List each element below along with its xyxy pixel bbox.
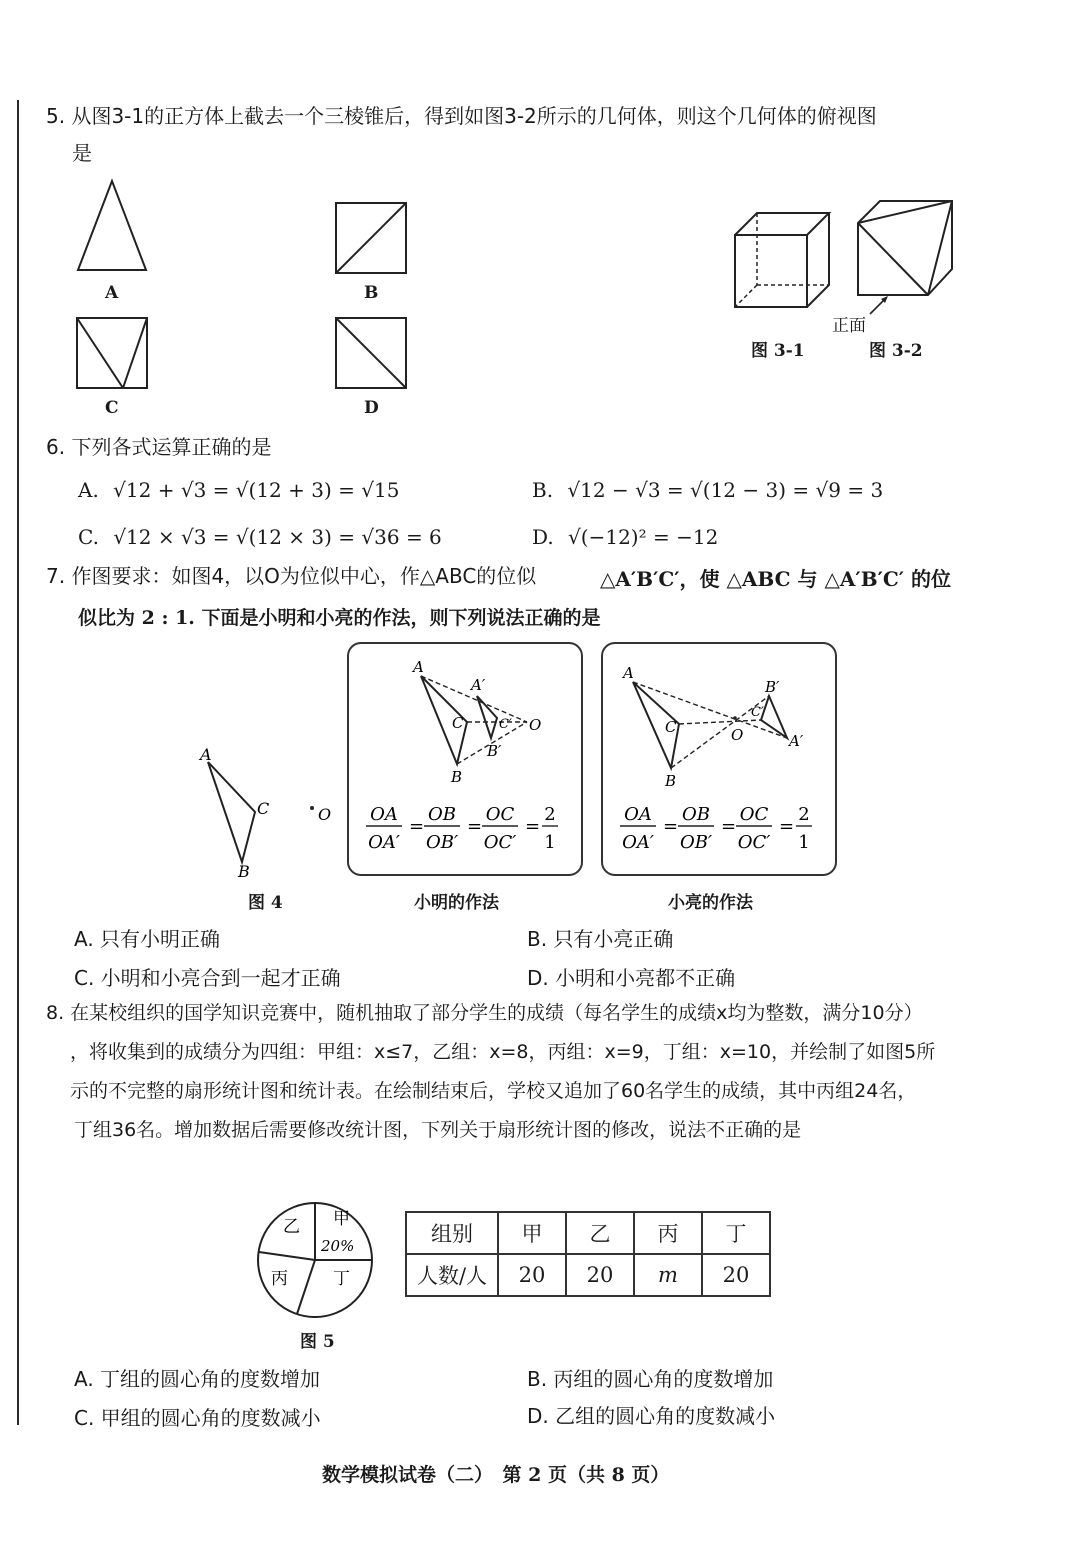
figure-3-2-caption: 图 3-2 <box>869 341 923 361</box>
q6-option-b-letter: B. <box>532 478 554 502</box>
xl-ratio-den4: 1 <box>798 832 810 853</box>
q8-stem-line1: 8. 在某校组织的国学知识竞赛中，随机抽取了部分学生的成绩（每名学生的成绩x均为整数，满分10分） <box>46 1002 923 1024</box>
q5-option-b-figure <box>330 197 414 281</box>
front-label: 正面 <box>832 316 866 336</box>
svg-text:=: = <box>467 816 483 837</box>
q7-option-b: B. 只有小亮正确 <box>527 927 674 951</box>
xm-label-a2: A′ <box>471 676 486 694</box>
xiaoming-ratio <box>362 798 572 858</box>
fig4-point-o <box>310 806 314 810</box>
fig4-label-c: C <box>257 799 270 818</box>
q6-option-b-expr: √12 − √3 = √(12 − 3) = √9 = 3 <box>567 478 884 502</box>
q7-stem-line2: 似比为 2 : 1. 下面是小明和小亮的作法，则下列说法正确的是 <box>78 607 601 629</box>
xiaoliang-caption: 小亮的作法 <box>668 893 753 913</box>
fig4-label-a: A <box>200 745 212 764</box>
q6-option-a-letter: A. <box>78 478 99 502</box>
svg-text:=: = <box>663 816 679 837</box>
xm-label-b: B <box>451 768 463 786</box>
xl-ratio-num1: OA <box>624 804 652 825</box>
table-header-cell: 丁 <box>702 1212 770 1254</box>
q6-option-b <box>532 478 883 502</box>
xm-ratio-num1: OA <box>370 804 398 825</box>
xm-ratio-den2: OB′ <box>425 832 459 853</box>
table-header-cell: 丙 <box>634 1212 702 1254</box>
pie-label-jia: 甲 <box>333 1209 350 1229</box>
q5-option-d-label: D <box>364 398 379 418</box>
table-cell: 20 <box>702 1254 770 1296</box>
q8-option-a: A. 丁组的圆心角的度数增加 <box>74 1367 321 1391</box>
q7-stem-line1-b: △A′B′C′，使 △ABC 与 △A′B′C′ 的位 <box>600 567 952 591</box>
xm-ratio-num3: OC <box>485 804 515 825</box>
xl-label-b: B <box>665 772 677 790</box>
table-header-cell: 甲 <box>498 1212 566 1254</box>
fig4-label-b: B <box>238 862 250 880</box>
q5-option-a-figure <box>70 175 160 275</box>
xm-ratio-num2: OB <box>428 804 456 825</box>
q8-stem-line2: ，将收集到的成绩分为四组：甲组：x≤7，乙组：x=8，丙组：x=9，丁组：x=10，并绘制了如图5所 <box>70 1041 936 1063</box>
q6-option-d-expr: √(−12)² = −12 <box>568 525 719 549</box>
table-cell: 人数/人 <box>406 1254 498 1296</box>
table-header-cell: 组别 <box>406 1212 498 1254</box>
pie-label-bing: 丙 <box>271 1269 288 1289</box>
xl-label-b2: B′ <box>765 678 780 696</box>
xiaoming-figure <box>349 644 577 794</box>
xm-label-c2: C′ <box>499 717 512 732</box>
xiaoming-caption: 小明的作法 <box>414 893 499 913</box>
q8-option-b: B. 丙组的圆心角的度数增加 <box>527 1367 774 1391</box>
table-row <box>406 1212 770 1254</box>
q7-option-c: C. 小明和小亮合到一起才正确 <box>74 966 341 990</box>
xm-label-o: O <box>529 716 542 734</box>
xm-label-a: A <box>413 658 424 676</box>
table-cell: 20 <box>566 1254 634 1296</box>
xl-ratio-num4: 2 <box>798 804 810 825</box>
xl-label-a2: A′ <box>789 732 804 750</box>
figure-5-pie <box>255 1200 375 1320</box>
q6-option-a <box>78 478 399 502</box>
q5-stem-line2: 是 <box>72 141 92 165</box>
svg-text:=: = <box>779 816 795 837</box>
xm-label-c: C <box>452 714 464 732</box>
pie-label-jia-pct: 20% <box>321 1237 355 1255</box>
xiaoliang-figure <box>603 644 831 794</box>
q5-option-d-figure <box>330 312 414 396</box>
q6-option-c <box>78 525 442 549</box>
svg-text:=: = <box>525 816 541 837</box>
q6-option-d-letter: D. <box>532 525 554 549</box>
xl-ratio-num3: OC <box>739 804 769 825</box>
q5-stem-line1: 5. 从图3-1的正方体上截去一个三棱锥后，得到如图3-2所示的几何体，则这个几何体的俯视图 <box>46 104 877 128</box>
figure-3-2-solid <box>850 193 965 305</box>
xl-label-c: C <box>665 718 677 736</box>
xl-ratio-den1: OA′ <box>622 832 654 853</box>
table-row <box>406 1254 770 1296</box>
pie-label-ding: 丁 <box>333 1269 350 1289</box>
figure-4 <box>190 740 340 880</box>
figure-4-caption: 图 4 <box>248 893 283 913</box>
q8-option-c: C. 甲组的圆心角的度数减小 <box>74 1406 321 1430</box>
q8-stat-table <box>405 1211 771 1297</box>
xl-ratio-num2: OB <box>682 804 710 825</box>
q6-option-c-letter: C. <box>78 525 99 549</box>
q6-option-c-expr: √12 × √3 = √(12 × 3) = √36 = 6 <box>113 525 442 549</box>
q5-option-c-label: C <box>105 398 119 418</box>
xm-ratio-num4: 2 <box>544 804 556 825</box>
q5-option-b-label: B <box>364 283 379 303</box>
xl-label-c2: C′ <box>751 705 764 720</box>
figure-3-1-cube <box>725 205 840 315</box>
page-footer: 数学模拟试卷（二） 第 2 页（共 8 页） <box>322 1464 670 1486</box>
q7-stem-line1-a: 7. 作图要求：如图4，以O为位似中心，作△ABC的位似 <box>46 564 537 588</box>
fig4-label-o: O <box>318 805 332 824</box>
xl-ratio-den3: OC′ <box>737 832 771 853</box>
svg-text:=: = <box>721 816 737 837</box>
xm-ratio-den4: 1 <box>544 832 556 853</box>
q8-stem-line4: 丁组36名。增加数据后需要修改统计图，下列关于扇形统计图的修改，说法不正确的是 <box>74 1119 802 1141</box>
table-header-cell: 乙 <box>566 1212 634 1254</box>
figure-5-caption: 图 5 <box>300 1332 335 1352</box>
q7-option-d: D. 小明和小亮都不正确 <box>527 966 736 990</box>
pie-label-yi: 乙 <box>283 1217 300 1237</box>
q6-option-d <box>532 525 718 549</box>
q8-option-d: D. 乙组的圆心角的度数减小 <box>527 1404 776 1428</box>
xm-ratio-den1: OA′ <box>368 832 400 853</box>
q6-option-a-expr: √12 + √3 = √(12 + 3) = √15 <box>113 478 400 502</box>
xl-ratio-den2: OB′ <box>679 832 713 853</box>
q5-option-a-label: A <box>105 283 119 303</box>
xm-label-b2: B′ <box>487 742 502 760</box>
q8-stem-line3: 示的不完整的扇形统计图和统计表。在绘制结束后，学校又追加了60名学生的成绩，其中丙组24名， <box>70 1080 917 1102</box>
figure-3-1-caption: 图 3-1 <box>751 341 805 361</box>
table-cell: 20 <box>498 1254 566 1296</box>
page-margin-line <box>17 100 19 1425</box>
front-arrow-icon <box>868 294 892 316</box>
xl-label-o: O <box>731 726 744 744</box>
q7-option-a: A. 只有小明正确 <box>74 927 221 951</box>
q5-option-c-figure <box>71 312 155 396</box>
xiaoliang-ratio <box>616 798 826 858</box>
q6-stem: 6. 下列各式运算正确的是 <box>46 435 272 459</box>
table-cell: m <box>634 1254 702 1296</box>
xm-ratio-den3: OC′ <box>483 832 517 853</box>
xl-label-a: A <box>623 664 634 682</box>
svg-text:=: = <box>409 816 425 837</box>
